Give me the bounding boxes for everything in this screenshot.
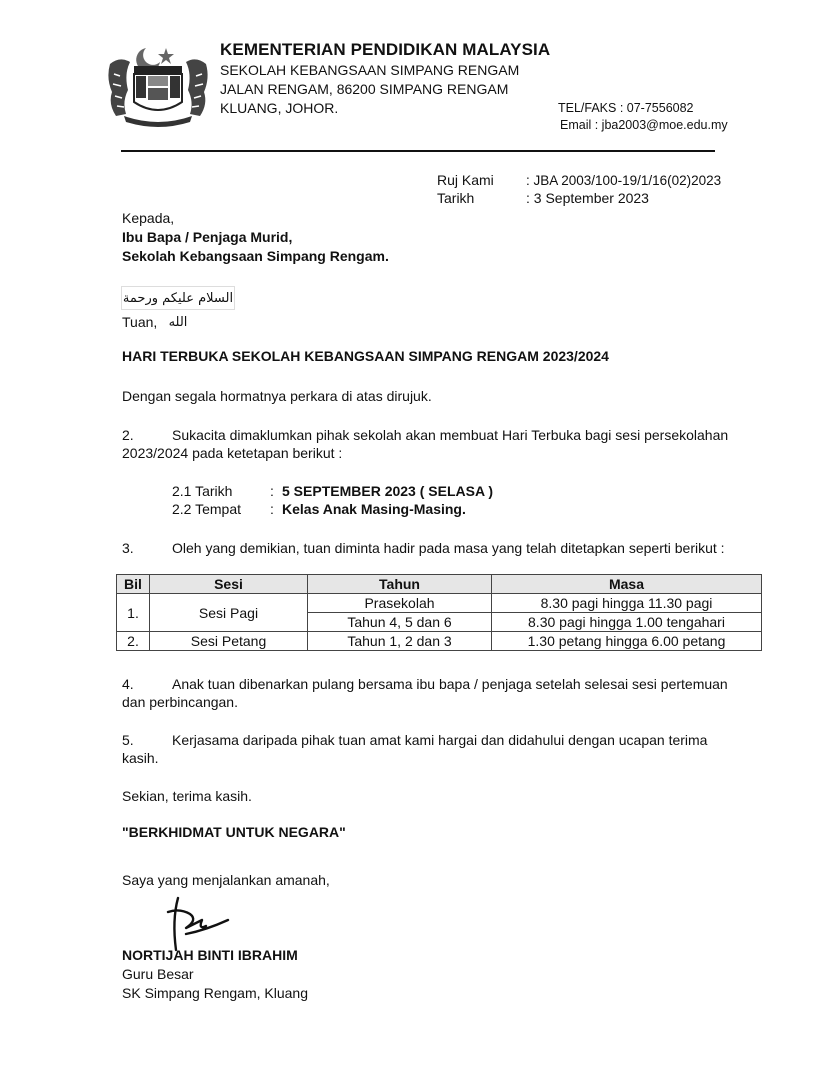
paragraph-text: Kerjasama daripada pihak tuan amat kami hargai dan didahului dengan ucapan terima [172,732,708,748]
table-row [117,632,762,651]
address-line: KLUANG, JOHOR. [220,100,339,116]
email-address: Email : jba2003@moe.edu.my [560,118,728,132]
detail-colon: : [270,483,274,499]
cell-tahun: Prasekolah [308,594,492,613]
salutation: Tuan, [122,314,158,330]
detail-value: Kelas Anak Masing-Masing. [282,501,466,517]
detail-label: 2.2 Tempat [172,501,242,517]
cell-masa: 8.30 pagi hingga 11.30 pagi [492,594,762,613]
salam-calligraphy: السلام عليكم ورحمة الله [121,286,235,310]
malaysia-coat-of-arms-icon [104,44,212,128]
intro-paragraph: Dengan segala hormatnya perkara di atas dirujuk. [122,388,432,404]
schedule-table [116,574,762,651]
ref-label: Ruj Kami [437,172,494,188]
paragraph-number: 5. [122,732,134,748]
paragraph-number: 4. [122,676,134,692]
cell-tahun: Tahun 1, 2 dan 3 [308,632,492,651]
recipient-line: Ibu Bapa / Penjaga Murid, [122,229,293,245]
recipient-line: Sekolah Kebangsaan Simpang Rengam. [122,248,389,264]
table-row [117,594,762,613]
paragraph-text: kasih. [122,750,159,766]
cell-masa: 1.30 petang hingga 6.00 petang [492,632,762,651]
paragraph-text: Anak tuan dibenarkan pulang bersama ibu bapa / penjaga setelah selesai sesi pertemuan [172,676,728,692]
recipient-kepada: Kepada, [122,210,175,226]
cell-sesi: Sesi Petang [150,632,308,651]
paragraph-number: 3. [122,540,134,556]
paragraph-text: Oleh yang demikian, tuan diminta hadir pada masa yang telah ditetapkan seperti berikut : [172,540,725,556]
paragraph-text: 2023/2024 pada ketetapan berikut : [122,445,343,461]
cell-sesi: Sesi Pagi [150,594,308,632]
date-value: : 3 September 2023 [526,190,649,206]
cell-bil: 2. [117,632,150,651]
detail-colon: : [270,501,274,517]
signatory-school: SK Simpang Rengam, Kluang [122,985,308,1001]
table-header-row [117,575,762,594]
detail-value: 5 SEPTEMBER 2023 ( SELASA ) [282,483,494,499]
tel-fax: TEL/FAKS : 07-7556082 [558,101,694,115]
motto: "BERKHIDMAT UNTUK NEGARA" [122,824,346,840]
col-header-sesi: Sesi [150,575,308,594]
address-line: JALAN RENGAM, 86200 SIMPANG RENGAM [220,81,509,97]
paragraph-text: dan perbincangan. [122,694,238,710]
cell-masa: 8.30 pagi hingga 1.00 tengahari [492,613,762,632]
trust-line: Saya yang menjalankan amanah, [122,872,330,888]
col-header-tahun: Tahun [308,575,492,594]
school-name: SEKOLAH KEBANGSAAN SIMPANG RENGAM [220,62,520,78]
signatory-name: NORTIJAH BINTI IBRAHIM [122,947,298,963]
signatory-role: Guru Besar [122,966,194,982]
cell-bil: 1. [117,594,150,632]
letter-subject: HARI TERBUKA SEKOLAH KEBANGSAAN SIMPANG RENGAM 2023/2024 [122,348,609,364]
cell-tahun: Tahun 4, 5 dan 6 [308,613,492,632]
header-divider [121,150,715,152]
date-label: Tarikh [437,190,475,206]
paragraph-number: 2. [122,427,134,443]
ministry-name: KEMENTERIAN PENDIDIKAN MALAYSIA [220,40,551,59]
detail-label: 2.1 Tarikh [172,483,233,499]
closing-text: Sekian, terima kasih. [122,788,252,804]
col-header-masa: Masa [492,575,762,594]
ref-value: : JBA 2003/100-19/1/16(02)2023 [526,173,722,188]
paragraph-text: Sukacita dimaklumkan pihak sekolah akan membuat Hari Terbuka bagi sesi persekolahan [172,427,729,443]
col-header-bil: Bil [117,575,150,594]
